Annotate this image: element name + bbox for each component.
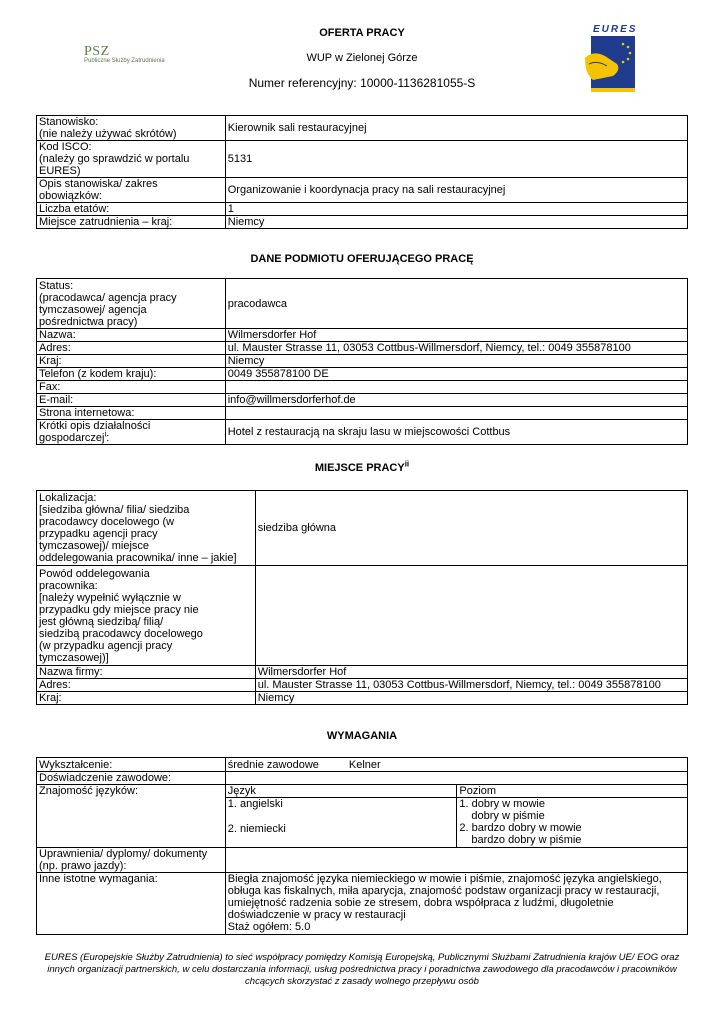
table-row [37, 772, 688, 785]
row-value: Wilmersdorfer Hof [225, 329, 687, 342]
row-value [255, 566, 687, 666]
row-value: pracodawca [225, 279, 687, 329]
row-value [225, 772, 687, 785]
row-label: Fax: [37, 381, 226, 394]
table-row [37, 355, 688, 368]
table-row [37, 381, 688, 394]
total-experience: Staż ogółem: 5.0 [227, 921, 311, 933]
table-row [37, 329, 688, 342]
row-label: Status: (pracodawca/ agencja pracy tymczasowej/ agencja pośrednictwa pracy) [37, 279, 226, 329]
employer-table [36, 278, 688, 445]
lang-cell [225, 798, 457, 848]
requirements-table [36, 757, 688, 935]
table-row [37, 666, 688, 679]
row-label: Krótki opis działalności gospodarczej$^i$: [37, 420, 226, 445]
row-value [225, 758, 687, 772]
row-label: Wykształcenie: [37, 758, 226, 772]
document-title: OFERTA PRACY [319, 27, 405, 39]
row-value [225, 381, 687, 394]
row-label: Telefon (z kodem kraju): [37, 368, 226, 381]
level-cell [457, 798, 688, 848]
education-value: średnie zawodowe [227, 758, 319, 771]
footer-note: EURES (Europejskie Służby Zatrudnienia) to sieć współpracy pomiędzy Komisją Europejską, Publicznymi Służbami Zatrudnienia krajów UE/ EOG oraz innych organizacji partnerskich, w celu dostarczania informacji, usług pośrednictwa pracy i poradnictwa zawodowego dla pracodawców i pracowników chcących skorzystać z zasady wolnego przepływu osób [44, 952, 680, 987]
row-label: Adres: [37, 679, 256, 692]
workplace-heading [212, 459, 512, 474]
label-line: (nie należy używać skrótów) [39, 128, 177, 140]
table-row [37, 203, 688, 216]
row-value: info@willmersdorferhof.de [225, 394, 687, 407]
psz-logo-text: PSZ [84, 44, 110, 59]
row-value: siedziba główna [255, 491, 687, 566]
lang-item: 2. niemiecki [227, 823, 286, 835]
row-label: Strona internetowa: [37, 407, 226, 420]
row-label: Kod ISCO: (należy go sprawdzić w portalu EURES) [37, 141, 226, 178]
workplace-table [36, 490, 688, 705]
table-row [37, 216, 688, 229]
education-extra: Kelner [348, 758, 381, 771]
footnote-marker: ii [404, 459, 410, 469]
level-item: 1. dobry w mowie [459, 798, 545, 810]
employer-heading: DANE PODMIOTU OFERUJĄCEGO PRACĘ [250, 253, 474, 265]
table-row [37, 491, 688, 566]
level-header: Poziom [457, 785, 688, 798]
table-row [37, 116, 688, 141]
row-label: Adres: [37, 342, 226, 355]
table-row [37, 566, 688, 666]
row-label: Doświadczenie zawodowe: [37, 772, 226, 785]
psz-logo [84, 44, 184, 74]
row-label: Lokalizacja: [siedziba główna/ filia/ siedziba pracodawcy docelowego (w przypadku agencji pracy tymczasowej)/ miejsce oddelegowania pracownika/ inne – jakie] [37, 491, 256, 566]
row-label: E-mail: [37, 394, 226, 407]
row-value: 0049 355878100 DE [225, 368, 687, 381]
row-label: Nazwa: [37, 329, 226, 342]
row-label: Inne istotne wymagania: [37, 873, 226, 935]
job-table [36, 115, 688, 229]
level-item: dobry w piśmie [471, 810, 545, 822]
table-row [37, 785, 688, 798]
table-row [37, 178, 688, 203]
row-value: Kierownik sali restauracyjnej [225, 116, 687, 141]
label-tail: : [106, 432, 110, 444]
row-value [225, 848, 687, 873]
table-row [37, 368, 688, 381]
row-value: Niemcy [225, 216, 687, 229]
row-label: Powód oddelegowania pracownika: [należy wypełnić wyłącznie w przypadku gdy miejsce pracy nie jest główną siedzibą/ filią/ siedzibą pracodawcy docelowego (w przypadku agencji pracy tymczasowej)] [37, 566, 256, 666]
row-value: Wilmersdorfer Hof [255, 666, 687, 679]
row-value: Hotel z restauracją na skraju lasu w miejscowości Cottbus [225, 420, 687, 445]
row-label: Znajomość języków: [37, 785, 226, 848]
eures-logo-text: EURES [593, 24, 638, 35]
lang-item: 1. angielski [227, 798, 283, 810]
level-item: bardzo dobry w piśmie [471, 834, 582, 846]
table-row [37, 141, 688, 178]
row-label: Opis stanowiska/ zakres obowiązków: [37, 178, 226, 203]
table-row [37, 394, 688, 407]
row-value: Niemcy [255, 692, 687, 705]
table-row [37, 279, 688, 329]
table-row [37, 848, 688, 873]
table-row [37, 758, 688, 772]
row-label: Uprawnienia/ dyplomy/ dokumenty (np. prawo jazdy): [37, 848, 226, 873]
reference-number: Numer referencyjny: 10000-1136281055-S [248, 76, 476, 90]
row-label [37, 116, 226, 141]
table-row [37, 873, 688, 935]
row-value: ul. Mauster Strasse 11, 03053 Cottbus-Willmersdorf, Niemcy, tel.: 0049 355878100 [255, 679, 687, 692]
lang-header: Język [225, 785, 457, 798]
table-row [37, 407, 688, 420]
row-label: Nazwa firmy: [37, 666, 256, 679]
label-line: Stanowisko: [39, 116, 99, 128]
row-label: Kraj: [37, 692, 256, 705]
workplace-heading-text: MIEJSCE PRACY [314, 462, 405, 474]
requirements-heading: WYMAGANIA [326, 730, 398, 742]
psz-logo-subtext: Publiczne Służby Zatrudnienia [84, 58, 165, 64]
level-item: 2. bardzo dobry w mowie [459, 822, 582, 834]
office-name: WUP w Zielonej Górze [306, 52, 418, 64]
row-value: Niemcy [225, 355, 687, 368]
row-value [225, 407, 687, 420]
eures-logo [583, 24, 637, 94]
row-label: Kraj: [37, 355, 226, 368]
footnote-marker: i [104, 429, 107, 439]
row-value: 1 [225, 203, 687, 216]
table-row [37, 692, 688, 705]
row-value: ul. Mauster Strasse 11, 03053 Cottbus-Willmersdorf, Niemcy, tel.: 0049 355878100 [225, 342, 687, 355]
row-label: Miejsce zatrudnienia – kraj: [37, 216, 226, 229]
table-row [37, 342, 688, 355]
other-requirements: Biegła znajomość języka niemieckiego w mowie i piśmie, znajomość języka angielskiego, obługa kas fiskalnych, miła aparycja, znajomość podstaw organizacji pracy w restauracji, umiejętność radzenia sobie ze stresem, dobra współpraca z ludźmi, długoletnie doświadczenie w pracy w restauracji [227, 873, 662, 921]
row-value [225, 873, 687, 935]
row-value: Organizowanie i koordynacja pracy na sali restauracyjnej [225, 178, 687, 203]
table-row [37, 679, 688, 692]
table-row [37, 420, 688, 445]
row-value: 5131 [225, 141, 687, 178]
row-label: Liczba etatów: [37, 203, 226, 216]
